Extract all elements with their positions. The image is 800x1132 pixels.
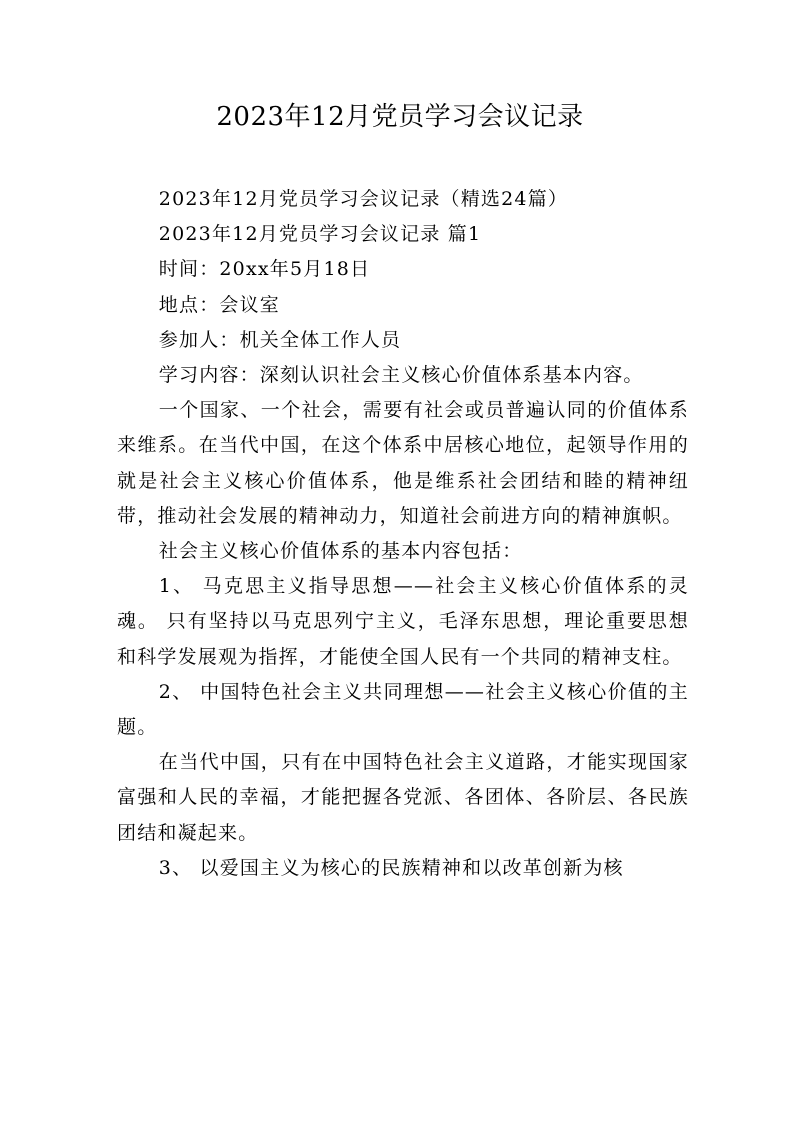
body-paragraph-basic-content: 社会主义核心价值体系的基本内容包括： <box>158 540 523 563</box>
body-paragraph-section-heading: 2023年12月党员学习会议记录 篇1 <box>158 223 482 246</box>
body-paragraph-time: 时间：20xx年5月18日 <box>158 258 371 281</box>
body-paragraph-location: 地点：会议室 <box>158 293 280 316</box>
body-paragraph-attendees: 参加人：机关全体工作人员 <box>158 328 402 351</box>
body-paragraph-subtitle: 2023年12月党员学习会议记录（精选24篇） <box>158 188 569 210</box>
body-paragraph-item-2-detail: 在当代中国，只有在中国特色社会主义道路，才能实现国家富强和人民的幸福，才能把握各党派、各团体、各阶层、各民族团结和凝起来。 <box>117 751 689 844</box>
body-paragraph-study-content: 学习内容：深刻认识社会主义核心价值体系基本内容。 <box>158 364 644 387</box>
body-paragraph-item-3: 3、 以爱国主义为核心的民族精神和以改革创新为核 <box>158 856 624 879</box>
body-paragraph-item-1: 1、 马克思主义指导思想——社会主义核心价值体系的灵魂。 只有坚持以马克思列宁主义，毛泽东思想，理论重要思想和科学发展观为指挥，才能使全国人民有一个共同的精神支柱。 <box>117 575 689 668</box>
document-body <box>117 182 689 886</box>
body-paragraph-value-system: 一个国家、一个社会，需要有社会或员普遍认同的价值体系来维系。在当代中国，在这个体系中居核心地位，起领导作用的就是社会主义核心价值体系，他是维系社会团结和睦的精神纽带，推动社会发展的精神动力，知道社会前进方向的精神旗帜。 <box>117 399 689 527</box>
body-paragraph-item-2: 2、 中国特色社会主义共同理想——社会主义核心价值的主题。 <box>117 680 689 739</box>
document-title: 2023年12月党员学习会议记录 <box>216 102 584 132</box>
